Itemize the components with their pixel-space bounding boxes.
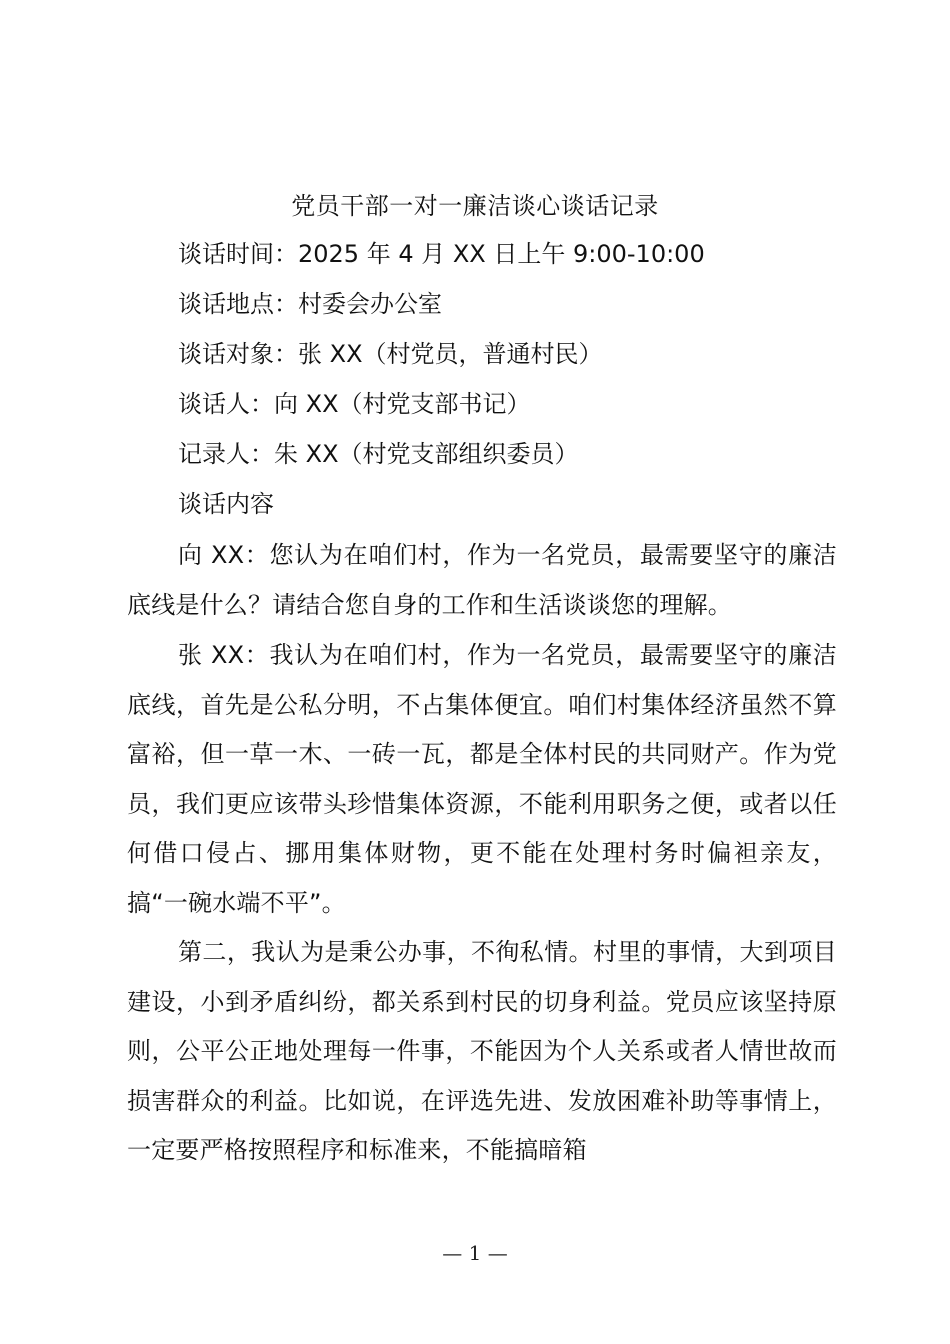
meta-subject: 谈话对象：张 XX（村党员，普通村民） [178, 340, 603, 368]
meta-recorder: 记录人：朱 XX（村党支部组织委员） [178, 440, 579, 468]
page-number: — 1 — [442, 1241, 508, 1265]
meta-place: 谈话地点：村委会办公室 [178, 290, 442, 318]
content-heading: 谈话内容 [178, 490, 274, 518]
paragraph-answer-second: 第二，我认为是秉公办事，不徇私情。村里的事情，大到项目建设，小到矛盾纠纷，都关系到村民的切身利益。党员应该坚持原则，公平公正地处理每一件事，不能因为个人关系或者人情世故而损害群众的利益。比如说，在评选先进、发放困难补助等事情上，一定要严格按照程序和标准来，不能搞暗箱 [127, 938, 837, 1165]
paragraph-question: 向 XX：您认为在咱们村，作为一名党员，最需要坚守的廉洁底线是什么？请结合您自身的工作和生活谈谈您的理解。 [127, 541, 837, 619]
meta-interviewer: 谈话人：向 XX（村党支部书记） [178, 390, 531, 418]
document-title: 党员干部一对一廉洁谈心谈话记录 [291, 192, 659, 220]
meta-time: 谈话时间：2025 年 4 月 XX 日上午 9:00-10:00 [178, 240, 705, 268]
paragraph-answer-first: 张 XX：我认为在咱们村，作为一名党员，最需要坚守的廉洁底线，首先是公私分明，不占集体便宜。咱们村集体经济虽然不算富裕，但一草一木、一砖一瓦，都是全体村民的共同财产。作为党员，我们更应该带头珍惜集体资源，不能利用职务之便，或者以任何借口侵占、挪用集体财物，更不能在处理村务时偏袒亲友，搞“一碗水端不平”。 [127, 641, 837, 917]
